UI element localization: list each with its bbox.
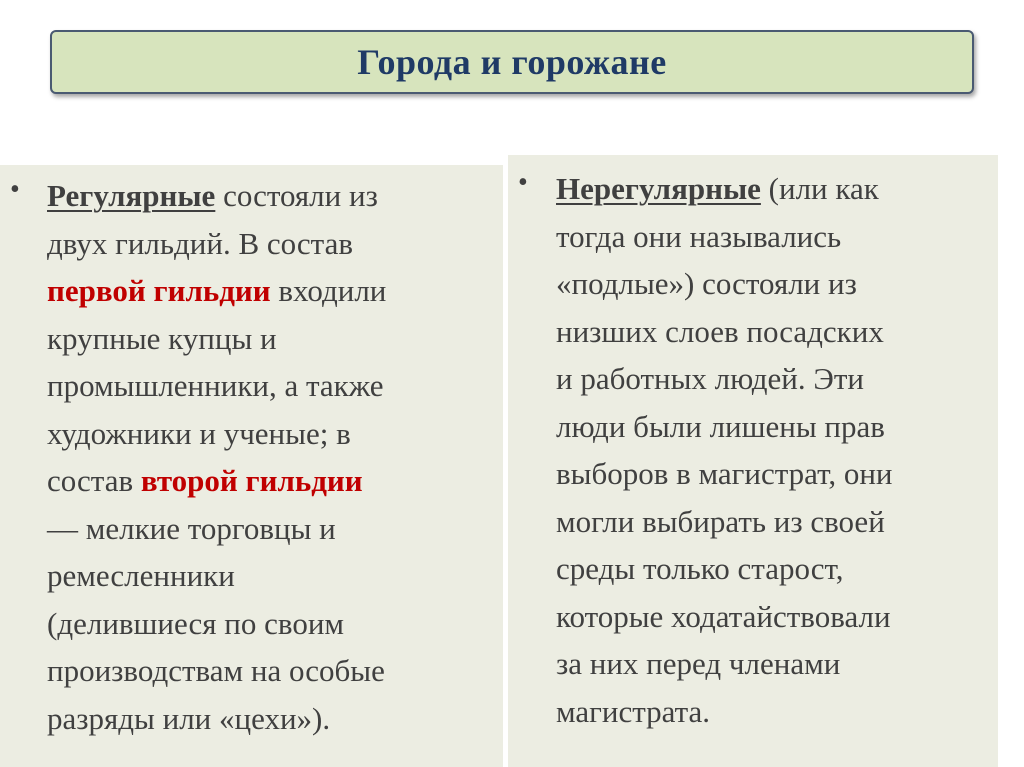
- right-line-11: за них перед членами: [556, 646, 841, 681]
- left-line-4: крупные купцы и: [47, 320, 277, 356]
- second-guild-highlight: второй гильдии: [140, 463, 363, 498]
- left-line-1-rest: состояли из: [215, 178, 378, 213]
- right-line-2: тогда они назывались: [556, 218, 842, 254]
- left-line-3-rest: входили: [270, 273, 387, 308]
- right-line-1: [556, 165, 996, 213]
- regular-term: Регулярные: [47, 178, 216, 213]
- left-line-6: художники и ученые; в: [47, 415, 351, 451]
- left-line-12: разряды или «цехи»).: [47, 700, 331, 736]
- left-line-7: [47, 457, 497, 505]
- right-line-9: среды только старост,: [556, 551, 844, 586]
- right-line-6: люди были лишены прав: [556, 408, 885, 444]
- left-line-9: ремесленники: [47, 558, 235, 593]
- left-bullet-text: [47, 172, 497, 742]
- left-line-3: [47, 267, 497, 315]
- left-line-10: (делившиеся по своим: [47, 605, 345, 641]
- irregular-term: Нерегулярные: [556, 171, 761, 206]
- right-bullet-text: [556, 165, 996, 735]
- left-bullet-marker: •: [10, 174, 20, 205]
- right-line-1-rest: (или как: [760, 171, 879, 206]
- left-line-5: промышленники, а также: [47, 368, 384, 403]
- right-bullet-marker: •: [518, 167, 528, 198]
- right-line-8: могли выбирать из своей: [556, 503, 885, 539]
- left-line-1: [47, 172, 497, 220]
- right-line-5: и работных людей. Эти: [556, 361, 864, 396]
- left-line-11: производствам на особые: [47, 653, 385, 688]
- first-guild-highlight: первой гильдии: [47, 273, 271, 308]
- title-banner: [50, 30, 974, 94]
- left-line-8: — мелкие торговцы и: [47, 510, 336, 546]
- right-line-12: магистрата.: [556, 693, 711, 729]
- right-line-10: которые ходатайствовали: [556, 598, 891, 634]
- left-line-7-pre: состав: [47, 463, 141, 498]
- page-title: Города и горожане: [357, 42, 667, 82]
- right-line-4: низших слоев посадских: [556, 313, 884, 349]
- right-line-3: «подлые») состояли из: [556, 266, 857, 301]
- right-line-7: выборов в магистрат, они: [556, 456, 893, 491]
- left-line-2: двух гильдий. В состав: [47, 225, 354, 261]
